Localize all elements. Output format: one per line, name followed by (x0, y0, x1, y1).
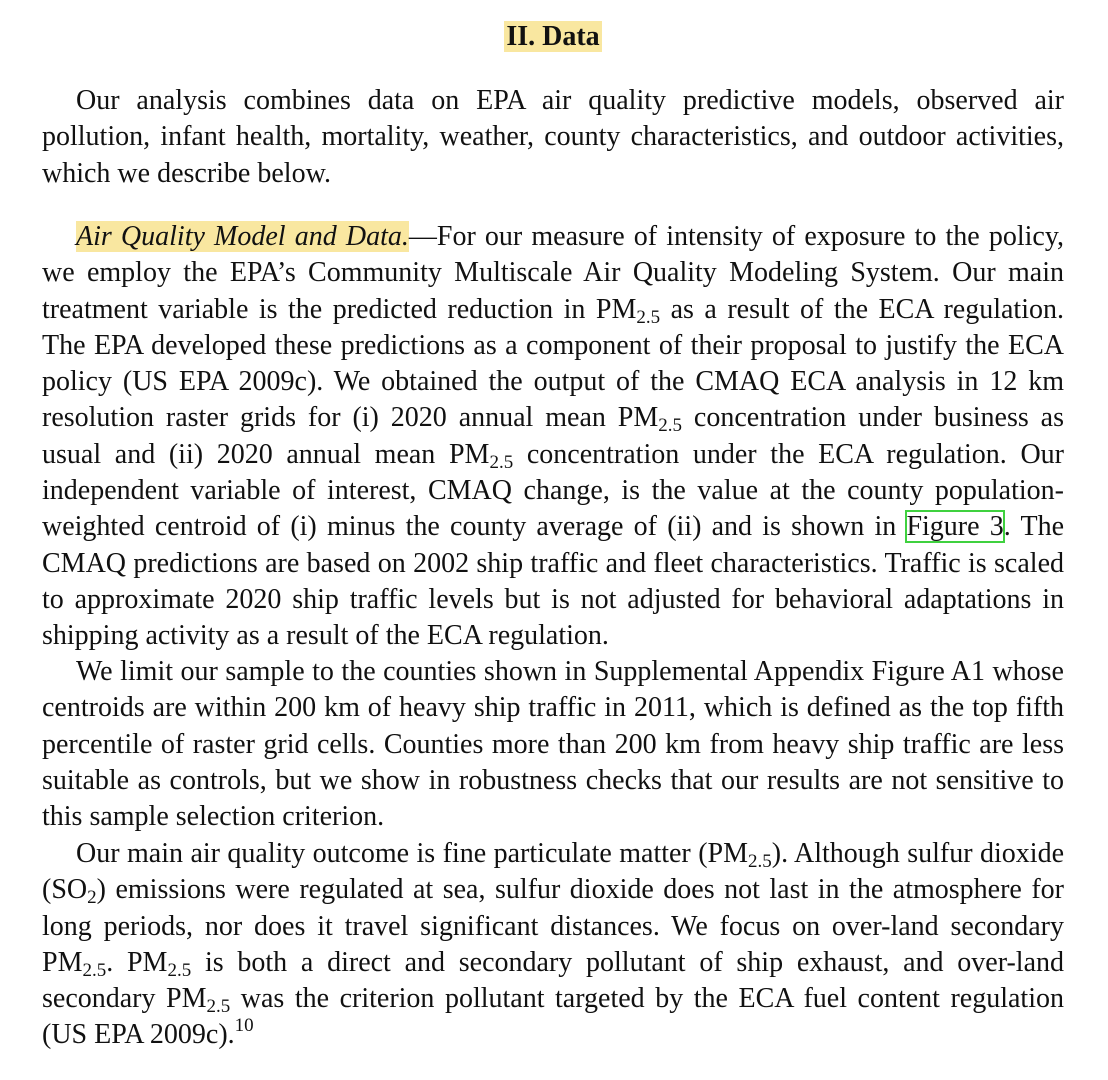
air-quality-paragraph-1: Air Quality Model and Data.—For our measure of intensity of exposure to the policy, we employ the EPA’s Community Multiscale Air Quality Modeling System. Our main treatment variable is the predicted reduction in $PM_{2.5}$ as a result of the ECA regulation. The EPA developed these predictions as a component of their proposal to justify the ECA policy (US EPA 2009c). We obtained the output of the CMAQ ECA analysis in 12 km resolution raster grids for (i) 2020 annual mean $PM_{2.5}$ concentration under business as usual and (ii) 2020 annual mean $PM_{2.5}$ concentration under the ECA regulation. Our independent variable of interest, CMAQ change, is the value at the county population-weighted centroid of (i) minus the county average of (ii) and is shown in Figure 3. The CMAQ predictions are based on 2002 ship traffic and fleet characteristics. Traffic is scaled to approximate 2020 ship traffic levels but is not adjusted for behavioral adaptations in shipping activity as a result of the ECA regulation. (42, 221, 1064, 652)
section-heading (42, 19, 1064, 55)
subsection-title: Air Quality Model and Data. (76, 221, 409, 252)
air-quality-paragraph-2: We limit our sample to the counties shown in Supplemental Appendix Figure A1 whose centroids are within 200 km of heavy ship traffic in 2011, which is defined as the top fifth percentile of raster grid cells. Counties more than 200 km from heavy ship traffic are less suitable as controls, but we show in robustness checks that our results are not sensitive to this sample selection criterion. (42, 656, 1064, 833)
intro-paragraph: Our analysis combines data on EPA air quality predictive models, observed air pollution, infant health, mortality, weather, county characteristics, and outdoor activities, which we describe below. (42, 85, 1064, 189)
air-quality-paragraph-3: Our main air quality outcome is fine particulate matter $(PM_{2.5})$. Although sulfur dioxide $(SO_2)$ emissions were regulated at sea, sulfur dioxide does not last in the atmosphere for long periods, nor does it travel significant distances. We focus on over-land secondary $PM_{2.5}$. $PM_{2.5}$ is both a direct and secondary pollutant of ship exhaust, and over-land secondary $PM_{2.5}$ was the criterion pollutant targeted by the ECA fuel content regulation (US EPA 2009c).$^{10}$ (42, 838, 1065, 1051)
section-title: II. Data (506, 21, 600, 52)
em-dash: — (408, 221, 437, 252)
footnote-ref-10[interactable]: 10 (234, 1015, 254, 1037)
figure-3-link[interactable]: Figure 3 (906, 511, 1004, 543)
